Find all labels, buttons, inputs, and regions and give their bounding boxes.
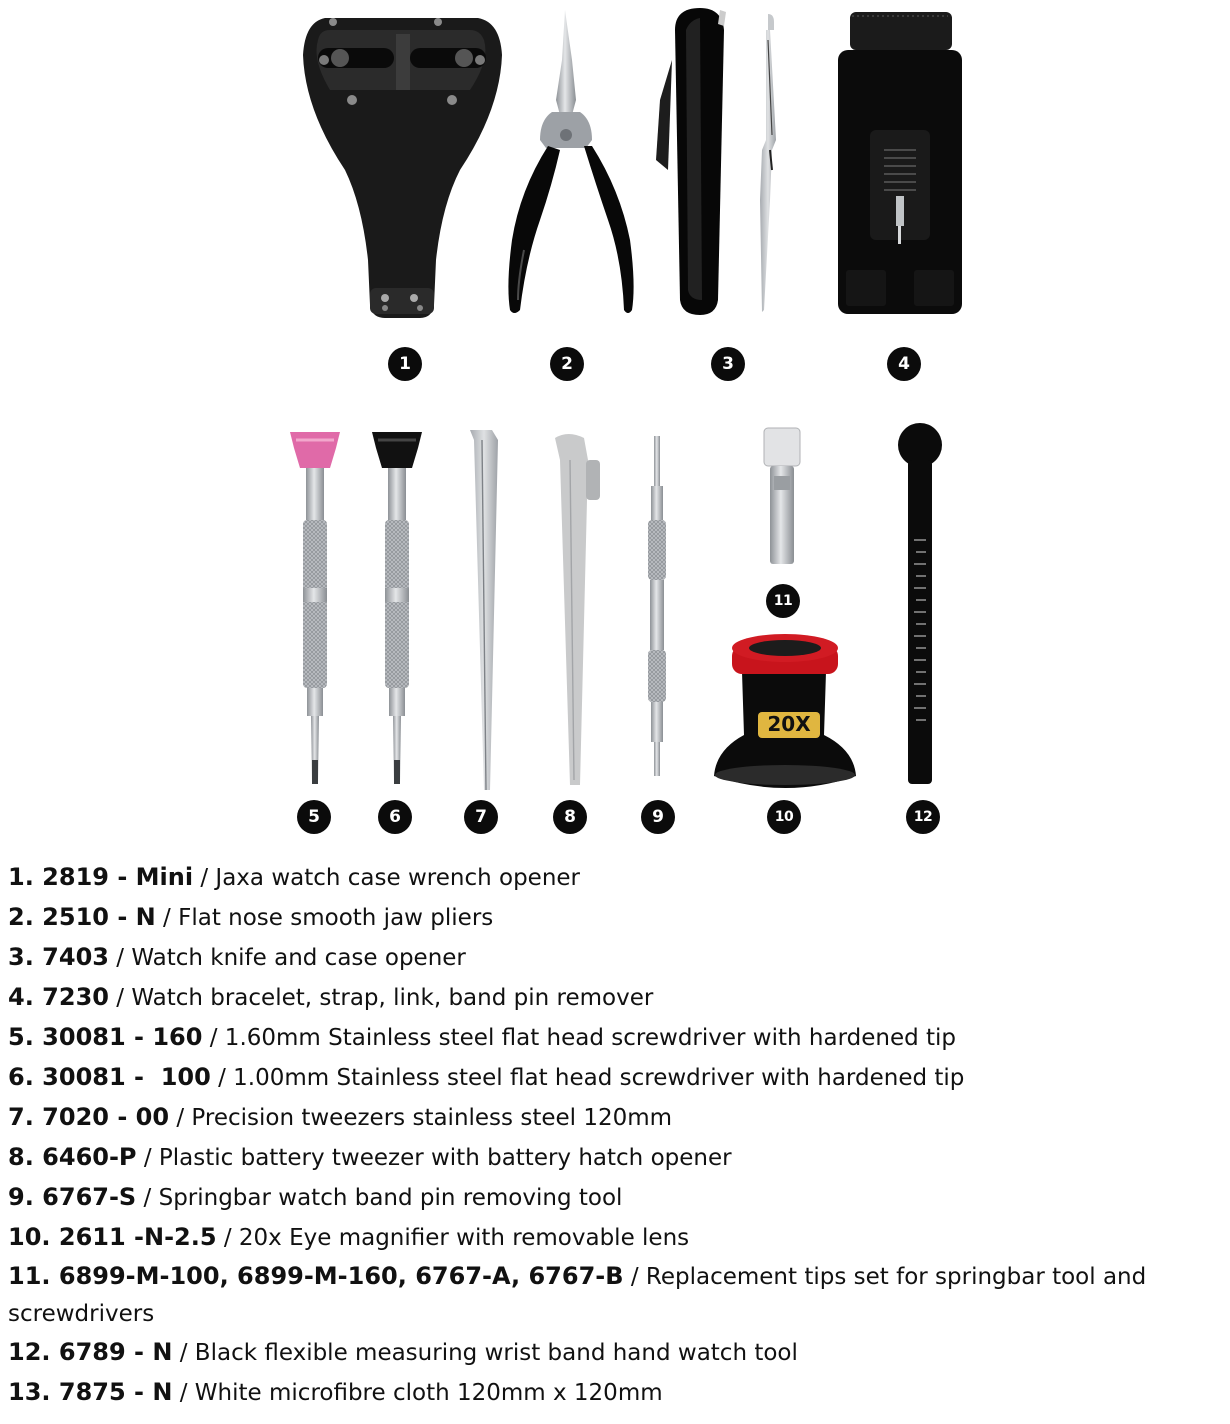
item-description: / Watch knife and case opener: [108, 945, 466, 971]
battery-tweezer-image: [555, 434, 600, 785]
badge-12: 12: [906, 800, 940, 834]
list-item: [8, 1098, 1224, 1138]
item-description: / Replacement tips set for springbar tool and screwdrivers: [8, 1264, 1147, 1327]
item-description: / White microfibre cloth 120mm x 120mm: [172, 1380, 663, 1406]
item-description: / Plastic battery tweezer with battery hatch opener: [136, 1145, 732, 1171]
list-item: [8, 1018, 1224, 1058]
precision-tweezers-image: [470, 430, 498, 790]
item-code: 6. 30081 - 100: [8, 1063, 211, 1091]
badge-8: 8: [553, 800, 587, 834]
item-code: 2. 2510 - N: [8, 903, 156, 931]
item-code: 13. 7875 - N: [8, 1378, 173, 1406]
band-pin-remover-image: [838, 12, 962, 314]
item-code: 5. 30081 - 160: [8, 1023, 203, 1051]
item-description: / Springbar watch band pin removing tool: [136, 1185, 623, 1211]
list-item: [8, 1138, 1224, 1178]
measuring-band-image: [898, 423, 942, 784]
badge-1: 1: [388, 347, 422, 381]
list-item: [8, 1258, 1224, 1333]
item-code: 8. 6460-P: [8, 1143, 137, 1171]
item-code: 12. 6789 - N: [8, 1338, 173, 1366]
badge-2: 2: [550, 347, 584, 381]
case-wrench-opener-image: [303, 18, 502, 318]
badge-6: 6: [378, 800, 412, 834]
list-item: [8, 1218, 1224, 1258]
badge-7: 7: [464, 800, 498, 834]
parts-list: [8, 858, 1224, 1413]
badge-9: 9: [641, 800, 675, 834]
list-item: [8, 978, 1224, 1018]
replacement-tips-image: [764, 428, 800, 564]
badge-10: 10: [767, 800, 801, 834]
item-description: / Jaxa watch case wrench opener: [193, 865, 580, 891]
item-description: / Flat nose smooth jaw pliers: [155, 905, 494, 931]
list-item: [8, 898, 1224, 938]
list-item: [8, 858, 1224, 898]
item-description: / 20x Eye magnifier with removable lens: [216, 1225, 690, 1251]
badge-11: 11: [766, 584, 800, 618]
badge-5: 5: [297, 800, 331, 834]
list-item: [8, 1373, 1224, 1413]
item-code: 4. 7230: [8, 983, 109, 1011]
springbar-tool-image: [648, 436, 666, 776]
list-item: [8, 938, 1224, 978]
item-description: / 1.60mm Stainless steel flat head screwdriver with hardened tip: [202, 1025, 957, 1051]
item-description: / Precision tweezers stainless steel 120mm: [169, 1105, 673, 1131]
list-item: [8, 1058, 1224, 1098]
list-item: [8, 1178, 1224, 1218]
badge-4: 4: [887, 347, 921, 381]
item-description: / Watch bracelet, strap, link, band pin remover: [108, 985, 654, 1011]
item-code: 10. 2611 -N-2.5: [8, 1223, 217, 1251]
list-item: [8, 1333, 1224, 1373]
item-code: 11. 6899-M-100, 6899-M-160, 6767-A, 6767-B: [8, 1262, 624, 1290]
item-description: / 1.00mm Stainless steel flat head screwdriver with hardened tip: [210, 1065, 965, 1091]
flat-nose-pliers-image: [508, 10, 633, 313]
screwdriver-160-image: [290, 432, 340, 784]
item-code: 9. 6767-S: [8, 1183, 137, 1211]
magnifier-label: 20X: [767, 712, 811, 736]
item-description: / Black flexible measuring wrist band hand watch tool: [172, 1340, 798, 1366]
eye-magnifier-image: [714, 634, 856, 788]
watch-knife-image: [656, 8, 776, 315]
item-code: 3. 7403: [8, 943, 109, 971]
item-code: 1. 2819 - Mini: [8, 863, 194, 891]
screwdriver-100-image: [372, 432, 422, 784]
badge-3: 3: [711, 347, 745, 381]
item-code: 7. 7020 - 00: [8, 1103, 170, 1131]
